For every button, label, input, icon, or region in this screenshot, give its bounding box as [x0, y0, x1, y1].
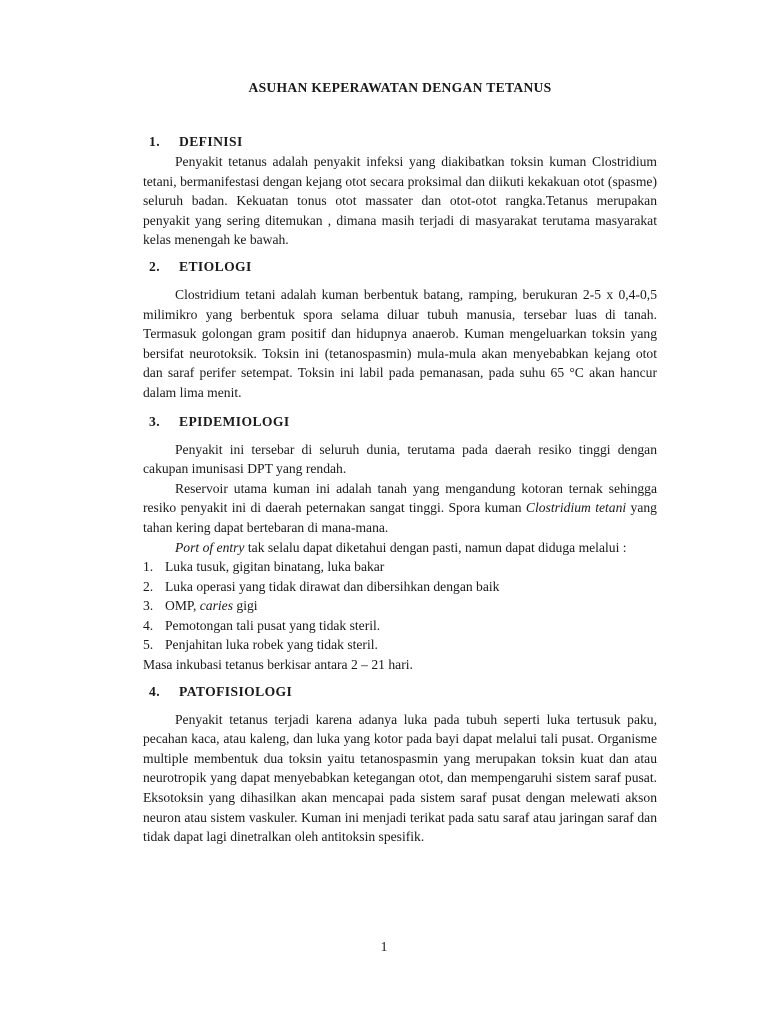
list-item: 5. Penjahitan luka robek yang tidak steril. — [143, 637, 378, 653]
list-item: 4. Pemotongan tali pusat yang tidak steril. — [143, 617, 381, 633]
section-number: 3. — [149, 413, 160, 429]
section-title: DEFINISI — [179, 134, 243, 149]
section-title: PATOFISIOLOGI — [179, 683, 293, 699]
section-paragraph: Penyakit tetanus terjadi karena adanya luka pada tubuh seperti luka tertusuk paku, pecahan kaca, atau kaleng, dan luka yang kotor pada bayi dapat melalui tali pusat. Organisme multiple membentuk dua toksin yaitu tetanospasmin yang merupakan toksin kuat dan atau neurotropik yang dapat menyebabkan ketegangan otot, dan mempengaruhi sistem saraf pusat. Eksotoksin yang dihasilkan akan mencapai pada sistem saraf pusat dengan melewati akson neuron atau sistem vaskuler. Kuman ini menjadi terikat pada satu saraf atau jaringan saraf dan tidak dapat lagi dinetralkan oleh antitoksin spesifik. — [143, 711, 657, 845]
section-title: ETIOLOGI — [179, 258, 252, 274]
section-paragraph: Clostridium tetani adalah kuman berbentuk batang, ramping, berukuran 2-5 x 0,4-0,5 milimikro yang berbentuk spora selama diluar tubuh manusia, tersebar luas di tanah. Termasuk golongan gram positif dan hidupnya anaerob. Kuman mengeluarkan toksin yang bersifat neurotoksik. Toksin ini (tetanospasmin) mula-mula akan menyebabkan kejang otot dan saraf perifer setempat. Toksin ini labil pada pemanasan, pada suhu 65 °C akan hancur dalam lima menit. — [143, 286, 657, 400]
section-number: 1. — [149, 134, 160, 149]
section-paragraph: Port of entry tak selalu dapat diketahui dengan pasti, namun dapat diduga melalui : — [175, 539, 627, 555]
section-paragraph: Reservoir utama kuman ini adalah tanah yang mengandung kotoran ternak sehingga resiko penyakit ini di daerah peternakan sangat tinggi. Spora kuman Clostridium tetani yang tahan kering dapat bertebaran di mana-mana. — [143, 480, 657, 535]
section-heading — [143, 413, 657, 431]
list-item: 3. OMP, caries gigi — [143, 598, 258, 614]
list-item: 1. Luka tusuk, gigitan binatang, luka bakar — [143, 559, 385, 575]
section-paragraph: Penyakit tetanus adalah penyakit infeksi yang diakibatkan toksin kuman Clostridium tetani, bermanifestasi dengan kejang otot secara proksimal dan diikuti kekakuan otot (spasme) seluruh badan. Kekuatan tonus otot massater dan otot-otot rangka.Tetanus merupakan penyakit yang sering ditemukan , dimana masih terjadi di masyarakat terutama masyarakat kelas menengah ke bawah. — [143, 154, 657, 248]
section-number: 2. — [149, 258, 160, 274]
italic-term: caries — [199, 598, 233, 614]
italic-term: Clostridium tetani — [525, 500, 627, 516]
section-number: 4. — [149, 683, 160, 699]
section-paragraph: Penyakit ini tersebar di seluruh dunia, terutama pada daerah resiko tinggi dengan cakupan imunisasi DPT yang rendah. — [143, 441, 657, 477]
section-heading — [143, 258, 657, 276]
italic-term: Port of entry — [175, 539, 245, 555]
incubation-note: Masa inkubasi tetanus berkisar antara 2 – 21 hari. — [143, 657, 413, 673]
section-patofisiologi — [143, 683, 657, 847]
section-epidemiologi — [143, 413, 657, 675]
page-number: 1 — [380, 939, 388, 954]
section-etiologi — [143, 258, 657, 403]
document-body — [143, 79, 657, 847]
list-item: 2. Luka operasi yang tidak dirawat dan dibersihkan dengan baik — [143, 578, 500, 594]
document-title: ASUHAN KEPERAWATAN DENGAN TETANUS — [248, 80, 552, 95]
section-definisi — [143, 133, 657, 250]
section-heading — [143, 133, 657, 151]
entry-list — [143, 557, 657, 655]
section-heading — [143, 683, 657, 701]
section-title: EPIDEMIOLOGI — [179, 413, 290, 429]
